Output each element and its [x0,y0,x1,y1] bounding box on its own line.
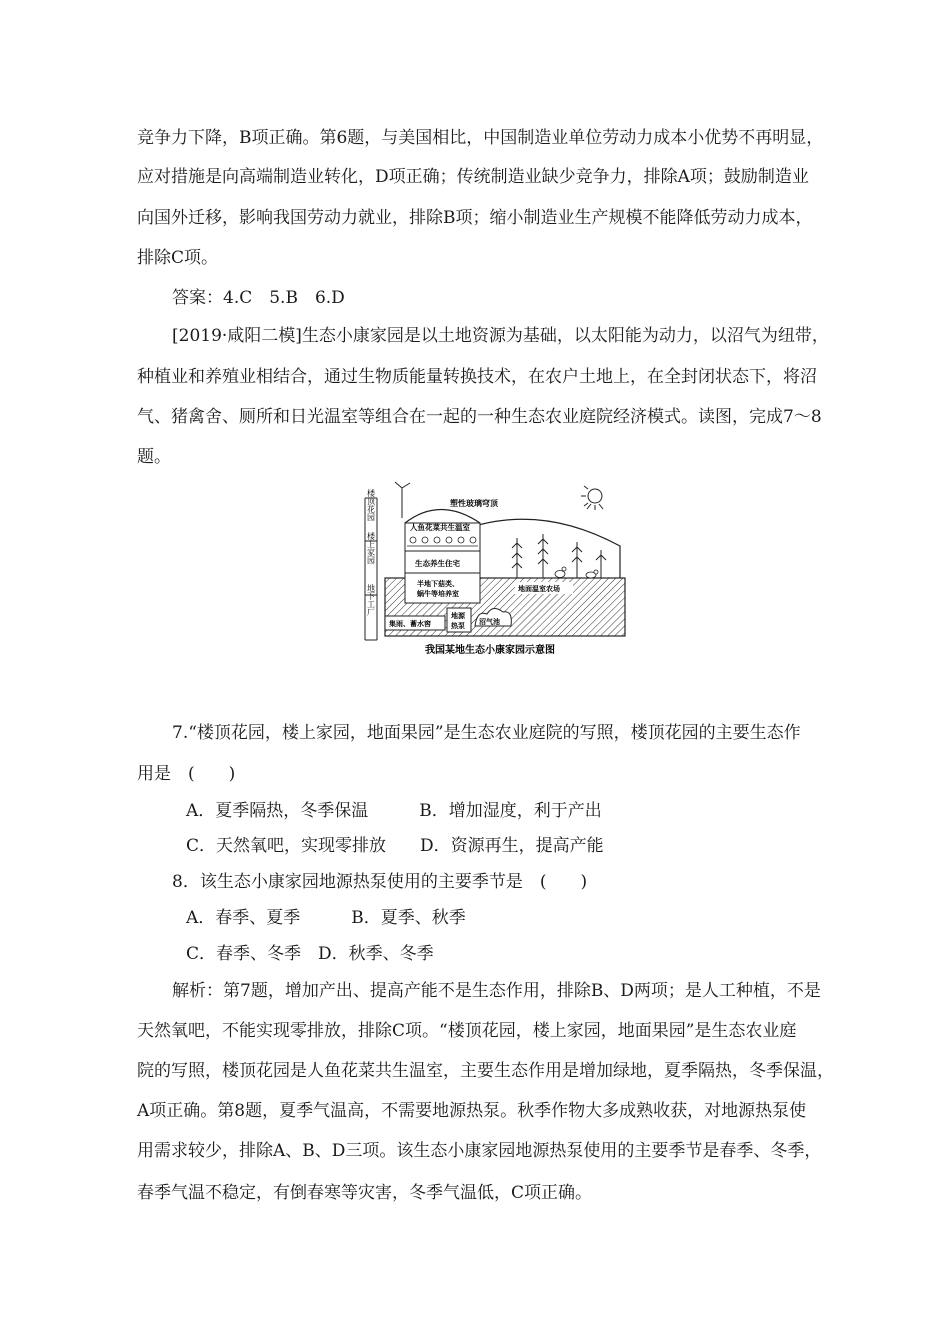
label-ground-farm: 地面温室农场 [518,585,560,593]
label-underground-1: 半地下菇类、 [417,580,459,588]
label-heatpump-2: 热泵 [451,622,465,630]
analysis-line: 解析：第7题，增加产出、提高产能不是生态作用，排除B、D两项；是人工种植，不是 [172,981,821,1001]
label-dome: 塑性玻璃穹顶 [450,499,498,508]
underground-room [405,573,480,603]
label-rain: 集雨、蓄水窖 [389,620,431,628]
side-label-upstairs: 楼上家园 [366,532,376,564]
text-line: 排除C项。 [137,248,219,268]
analysis-line: A项正确。第8题，夏季气温高，不需要地源热泵。秋季作物大多成熟收获，对地源热泵使 [137,1101,807,1121]
label-biogas: 沼气池 [479,618,500,626]
side-label-underground: 地下工厂 [366,584,376,616]
question-7-options: C．天然氧吧，实现零排放 D．资源再生，提高产能 [186,836,604,856]
text-line: 气、猪禽舍、厕所和日光温室等组合在一起的一种生态农业庭院经济模式。读图，完成7～8 [137,407,822,427]
text-line: 竞争力下降，B项正确。第6题，与美国相比，中国制造业单位劳动力成本小优势不再明显， [137,128,824,148]
eco-home-diagram [355,478,630,658]
label-greenhouse: 人鱼花菜共生温室 [410,523,470,532]
rooster-icon [555,567,566,578]
analysis-line: 春季气温不稳定，有倒春寒等灾害，冬季气温低，C项正确。 [137,1183,593,1203]
text-line: [2019·咸阳二模]生态小康家园是以土地资源为基础，以太阳能为动力，以沼气为纽带， [172,326,829,346]
label-heatpump-1: 地源 [451,612,465,620]
text-line: 种植业和养殖业相结合，通过生物质能量转换技术，在农户土地上，在全封闭状态下，将沼 [137,367,817,387]
answer-line: 答案：4.C 5.B 6.D [172,288,345,308]
glass-dome [405,510,480,524]
figure-caption: 我国某地生态小康家园示意图 [425,645,555,656]
analysis-line: 天然氧吧，不能实现零排放，排除C项。“楼顶花园，楼上家园，地面果园”是生态农业庭 [137,1021,797,1041]
label-residence: 生态养生住宅 [415,559,460,568]
label-underground-2: 蜗牛等培养室 [417,590,459,598]
question-8-options: A．春季、夏季 B．夏季、秋季 [186,908,466,928]
question-7-options: A．夏季隔热，冬季保温 B．增加湿度，利于产出 [186,801,602,821]
sun-icon [581,486,603,510]
text-line: 向国外迁移，影响我国劳动力就业，排除B项；缩小制造业生产规模不能降低劳动力成本， [137,208,813,228]
question-8-options: C．春季、冬季 D．秋季、冬季 [186,944,434,964]
question-8-stem: 8．该生态小康家园地源热泵使用的主要季节是 ( ) [172,872,588,892]
side-label-roof: 楼顶花园 [366,489,376,521]
analysis-line: 院的写照，楼顶花园是人鱼花菜共生温室，主要生态作用是增加绿地，夏季隔热，冬季保温， [137,1061,834,1081]
rabbit-icon [586,570,598,578]
wind-turbine-icon [395,482,410,518]
question-7-stem: 用是 ( ) [137,764,236,784]
text-line: 题。 [137,447,171,467]
text-line: 应对措施是向高端制造业转化，D项正确；传统制造业缺少竞争力，排除A项；鼓励制造业 [137,167,809,187]
question-7-stem: 7.“楼顶花园，楼上家园，地面果园”是生态农业庭院的写照，楼顶花园的主要生态作 [172,723,801,743]
analysis-line: 用需求较少，排除A、B、D三项。该生态小康家园地源热泵使用的主要季节是春季、冬季， [137,1141,822,1161]
